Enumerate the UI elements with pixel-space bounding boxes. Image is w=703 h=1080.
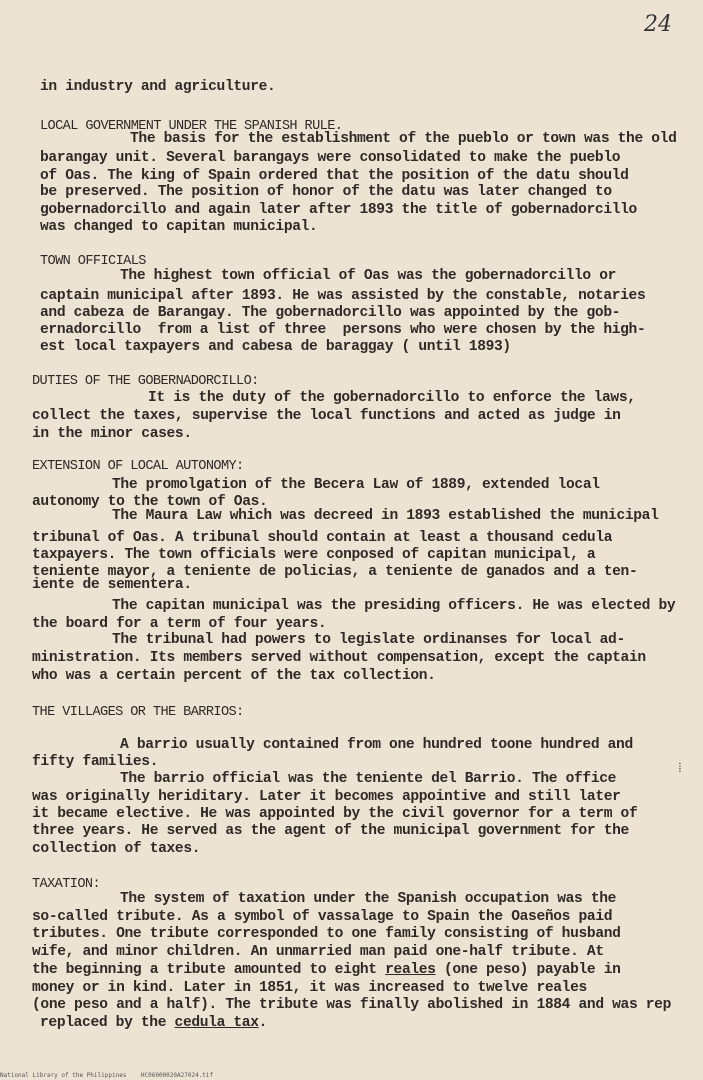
text-line: fifty families. bbox=[32, 754, 159, 770]
text-line: The highest town official of Oas was the gobernadorcillo or bbox=[120, 268, 617, 284]
text-line: taxpayers. The town officials were conposed of capitan municipal, a bbox=[32, 547, 596, 563]
section-heading-villages: THE VILLAGES OR THE BARRIOS: bbox=[32, 705, 244, 720]
margin-mark: ⁞ bbox=[678, 760, 682, 776]
text-line: wife, and minor children. An unmarried man paid one-half tribute. At bbox=[32, 944, 604, 960]
text-line: The barrio official was the teniente del Barrio. The office bbox=[120, 771, 617, 787]
text-line: ministration. Its members served without compensation, except the captain bbox=[32, 650, 646, 666]
page-number: 24 bbox=[644, 12, 672, 37]
section-heading-local-government: LOCAL GOVERNMENT UNDER THE SPANISH RULE. bbox=[40, 119, 343, 134]
text-line: A barrio usually contained from one hundred toone hundred and bbox=[120, 737, 633, 753]
text-line: The promolgation of the Becera Law of 1889, extended local bbox=[112, 477, 600, 493]
archive-footer: National Library of the Philippines HC06000020A27024.tif bbox=[0, 1072, 214, 1079]
text-line: and cabeza de Barangay. The gobernadorcillo was appointed by the gob- bbox=[40, 305, 621, 321]
text-line: ernadorcillo from a list of three persons who were chosen by the high- bbox=[40, 322, 646, 338]
text-line: so-called tribute. As a symbol of vassalage to Spain the Oaseños paid bbox=[32, 909, 613, 925]
text-line: teniente mayor, a teniente de policias, a teniente de ganados and a ten- bbox=[32, 564, 638, 580]
section-heading-taxation: TAXATION: bbox=[32, 877, 101, 892]
text-line: autonomy to the town of Oas. bbox=[32, 494, 268, 510]
text-line: of Oas. The king of Spain ordered that the position of the datu should bbox=[40, 168, 629, 184]
text-line: barangay unit. Several barangays were consolidated to make the pueblo bbox=[40, 150, 621, 166]
text-line: est local taxpayers and cabesa de baraggay ( until 1893) bbox=[40, 339, 511, 355]
text-line: (one peso and a half). The tribute was finally abolished in 1884 and was rep bbox=[32, 997, 671, 1013]
text-line: it became elective. He was appointed by the civil governor for a term of bbox=[32, 806, 638, 822]
text-line: iente de sementera. bbox=[32, 577, 192, 593]
text-line: It is the duty of the gobernadorcillo to enforce the laws, bbox=[148, 390, 636, 406]
text-line: The capitan municipal was the presiding officers. He was elected by bbox=[112, 598, 676, 614]
section-heading-town-officials: TOWN OFFICIALS bbox=[40, 254, 146, 269]
text-line: who was a certain percent of the tax collection. bbox=[32, 668, 436, 684]
text-line: tributes. One tribute corresponded to one family consisting of husband bbox=[32, 926, 621, 942]
text-line: gobernadorcillo and again later after 1893 the title of gobernadorcillo bbox=[40, 202, 637, 218]
underlined-term-reales: reales bbox=[385, 962, 436, 978]
text-line: The system of taxation under the Spanish occupation was the bbox=[120, 891, 617, 907]
text-line: was originally heriditary. Later it becomes appointive and still later bbox=[32, 789, 621, 805]
text-line: The basis for the establishment of the pueblo or town was the old bbox=[130, 131, 677, 147]
text-line: the beginning a tribute amounted to eight reales (one peso) payable in bbox=[32, 962, 621, 978]
text-line: three years. He served as the agent of the municipal government for the bbox=[32, 823, 629, 839]
text-line: in industry and agriculture. bbox=[40, 79, 276, 95]
text-line: the board for a term of four years. bbox=[32, 616, 327, 632]
text-line: be preserved. The position of honor of the datu was later changed to bbox=[40, 184, 612, 200]
underlined-term-cedula-tax: cedula tax bbox=[174, 1015, 259, 1031]
section-heading-local-autonomy: EXTENSION OF LOCAL AUTONOMY: bbox=[32, 459, 244, 474]
section-heading-duties: DUTIES OF THE GOBERNADORCILLO: bbox=[32, 374, 259, 389]
text-line: money or in kind. Later in 1851, it was increased to twelve reales bbox=[32, 980, 587, 996]
text-line: tribunal of Oas. A tribunal should contain at least a thousand cedula bbox=[32, 530, 613, 546]
text-line: was changed to capitan municipal. bbox=[40, 219, 318, 235]
text-line: The Maura Law which was decreed in 1893 established the municipal bbox=[112, 508, 659, 524]
text-line: collection of taxes. bbox=[32, 841, 201, 857]
text-line: collect the taxes, supervise the local functions and acted as judge in bbox=[32, 408, 621, 424]
text-line: in the minor cases. bbox=[32, 426, 192, 442]
text-line: captain municipal after 1893. He was assisted by the constable, notaries bbox=[40, 288, 646, 304]
text-line: The tribunal had powers to legislate ordinanses for local ad- bbox=[112, 632, 625, 648]
text-line: replaced by the cedula tax. bbox=[40, 1015, 268, 1031]
